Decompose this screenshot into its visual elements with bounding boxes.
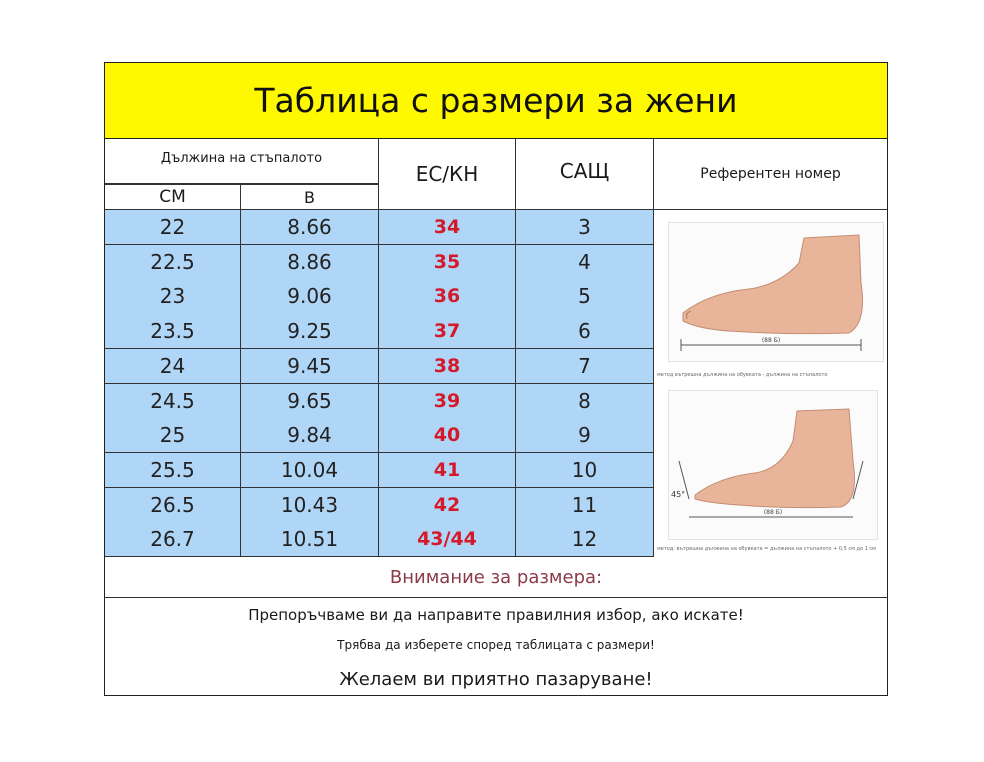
size-cell-us xyxy=(516,279,654,314)
size-cell-cm xyxy=(104,279,241,314)
size-cell-cm xyxy=(104,245,241,280)
size-value-cm: 22 xyxy=(159,215,186,240)
size-cell-in xyxy=(241,245,379,280)
size-value-eu: 38 xyxy=(433,354,461,377)
size-cell-us xyxy=(516,349,654,384)
size-cell-cm xyxy=(104,453,241,488)
angle-label: 45° xyxy=(671,490,686,499)
size-value-us: 7 xyxy=(578,353,591,378)
header-eu-label: ЕС/КН xyxy=(415,162,479,186)
size-value-in: 10.51 xyxy=(280,527,339,552)
size-value-in: 10.43 xyxy=(280,492,339,517)
size-value-in: 9.25 xyxy=(287,319,332,344)
size-value-cm: 25.5 xyxy=(150,457,195,482)
size-cell-eu xyxy=(379,418,516,453)
size-value-us: 6 xyxy=(578,319,591,344)
size-value-us: 8 xyxy=(578,388,591,413)
size-cell-us xyxy=(516,210,654,245)
size-value-us: 12 xyxy=(571,527,598,552)
note-line-1: Препоръчваме ви да направите правилния избор, ако искате! xyxy=(248,606,744,624)
size-value-in: 8.66 xyxy=(287,215,332,240)
size-value-eu: 39 xyxy=(433,389,461,412)
size-cell-in xyxy=(241,349,379,384)
size-value-cm: 24 xyxy=(159,353,186,378)
size-cell-cm xyxy=(104,522,241,557)
size-value-eu: 35 xyxy=(433,250,461,273)
header-cm-label: СМ xyxy=(159,187,186,207)
header-foot-length xyxy=(104,139,379,184)
size-value-eu: 43/44 xyxy=(417,528,477,551)
size-value-us: 4 xyxy=(578,249,591,274)
size-cell-eu xyxy=(379,279,516,314)
size-cell-us xyxy=(516,522,654,557)
size-cell-in xyxy=(241,314,379,349)
size-value-cm: 23.5 xyxy=(150,319,195,344)
size-cell-eu xyxy=(379,453,516,488)
size-value-us: 9 xyxy=(578,423,591,448)
size-cell-cm xyxy=(104,384,241,419)
size-value-eu: 41 xyxy=(433,458,461,481)
foot-measure-image-1 xyxy=(668,222,884,362)
size-value-cm: 26.5 xyxy=(150,492,195,517)
size-cell-cm xyxy=(104,488,241,523)
foot-caption-1: метод вътрешна дължина на обувката - дължина на стъпалото xyxy=(657,372,828,378)
size-value-cm: 26.7 xyxy=(150,527,195,552)
size-cell-eu xyxy=(379,245,516,280)
size-cell-us xyxy=(516,453,654,488)
size-cell-us xyxy=(516,488,654,523)
size-cell-in xyxy=(241,418,379,453)
size-cell-in xyxy=(241,210,379,245)
size-cell-cm xyxy=(104,210,241,245)
header-reference-label: Референтен номер xyxy=(700,166,841,182)
size-value-cm: 23 xyxy=(159,284,186,309)
note-line-2: Трябва да изберете според таблицата с размери! xyxy=(337,638,655,652)
header-foot-length-label: Дължина на стъпалото xyxy=(160,151,323,166)
size-value-eu: 36 xyxy=(433,285,461,308)
size-cell-us xyxy=(516,384,654,419)
header-reference xyxy=(654,139,888,210)
size-value-eu: 40 xyxy=(433,424,461,447)
size-attention-heading: Внимание за размера: xyxy=(104,557,888,598)
measure-label-2: (88 Б) xyxy=(763,509,783,516)
size-cell-eu xyxy=(379,314,516,349)
size-cell-eu xyxy=(379,384,516,419)
header-us-label: САЩ xyxy=(559,159,610,183)
note-line-3: Желаем ви приятно пазаруване! xyxy=(339,669,653,690)
size-value-us: 11 xyxy=(571,492,598,517)
foot-icon xyxy=(669,391,879,541)
size-cell-in xyxy=(241,279,379,314)
size-cell-cm xyxy=(104,418,241,453)
size-cell-in xyxy=(241,522,379,557)
size-value-in: 9.65 xyxy=(287,388,332,413)
size-value-us: 3 xyxy=(578,215,591,240)
foot-icon xyxy=(669,223,885,363)
measure-label-1: (88 Б) xyxy=(761,337,781,344)
size-value-eu: 37 xyxy=(433,320,461,343)
size-cell-in xyxy=(241,384,379,419)
size-value-us: 10 xyxy=(571,457,598,482)
size-cell-eu xyxy=(379,488,516,523)
foot-caption-2: метод: вътрешна дължина на обувката = дължина на стъпалото + 0,5 см до 1 см xyxy=(657,546,876,552)
size-cell-us xyxy=(516,245,654,280)
header-cm xyxy=(104,184,241,210)
size-cell-in xyxy=(241,488,379,523)
size-value-eu: 34 xyxy=(433,216,461,239)
size-value-cm: 25 xyxy=(159,423,186,448)
size-value-cm: 22.5 xyxy=(150,249,195,274)
size-cell-cm xyxy=(104,314,241,349)
size-cell-eu xyxy=(379,349,516,384)
foot-measure-image-2 xyxy=(668,390,878,540)
size-value-in: 8.86 xyxy=(287,249,332,274)
size-cell-eu xyxy=(379,522,516,557)
size-cell-in xyxy=(241,453,379,488)
size-cell-eu xyxy=(379,210,516,245)
size-value-in: 9.84 xyxy=(287,423,332,448)
header-eu xyxy=(379,139,516,210)
size-cell-us xyxy=(516,314,654,349)
chart-title: Таблица с размери за жени xyxy=(104,62,888,139)
header-in xyxy=(241,184,379,210)
size-value-in: 9.06 xyxy=(287,284,332,309)
size-cell-us xyxy=(516,418,654,453)
size-cell-cm xyxy=(104,349,241,384)
size-value-in: 9.45 xyxy=(287,353,332,378)
size-value-us: 5 xyxy=(578,284,591,309)
size-value-in: 10.04 xyxy=(280,457,339,482)
size-value-cm: 24.5 xyxy=(150,388,195,413)
size-value-eu: 42 xyxy=(433,493,461,516)
header-in-label: В xyxy=(304,187,315,207)
header-us xyxy=(516,139,654,210)
